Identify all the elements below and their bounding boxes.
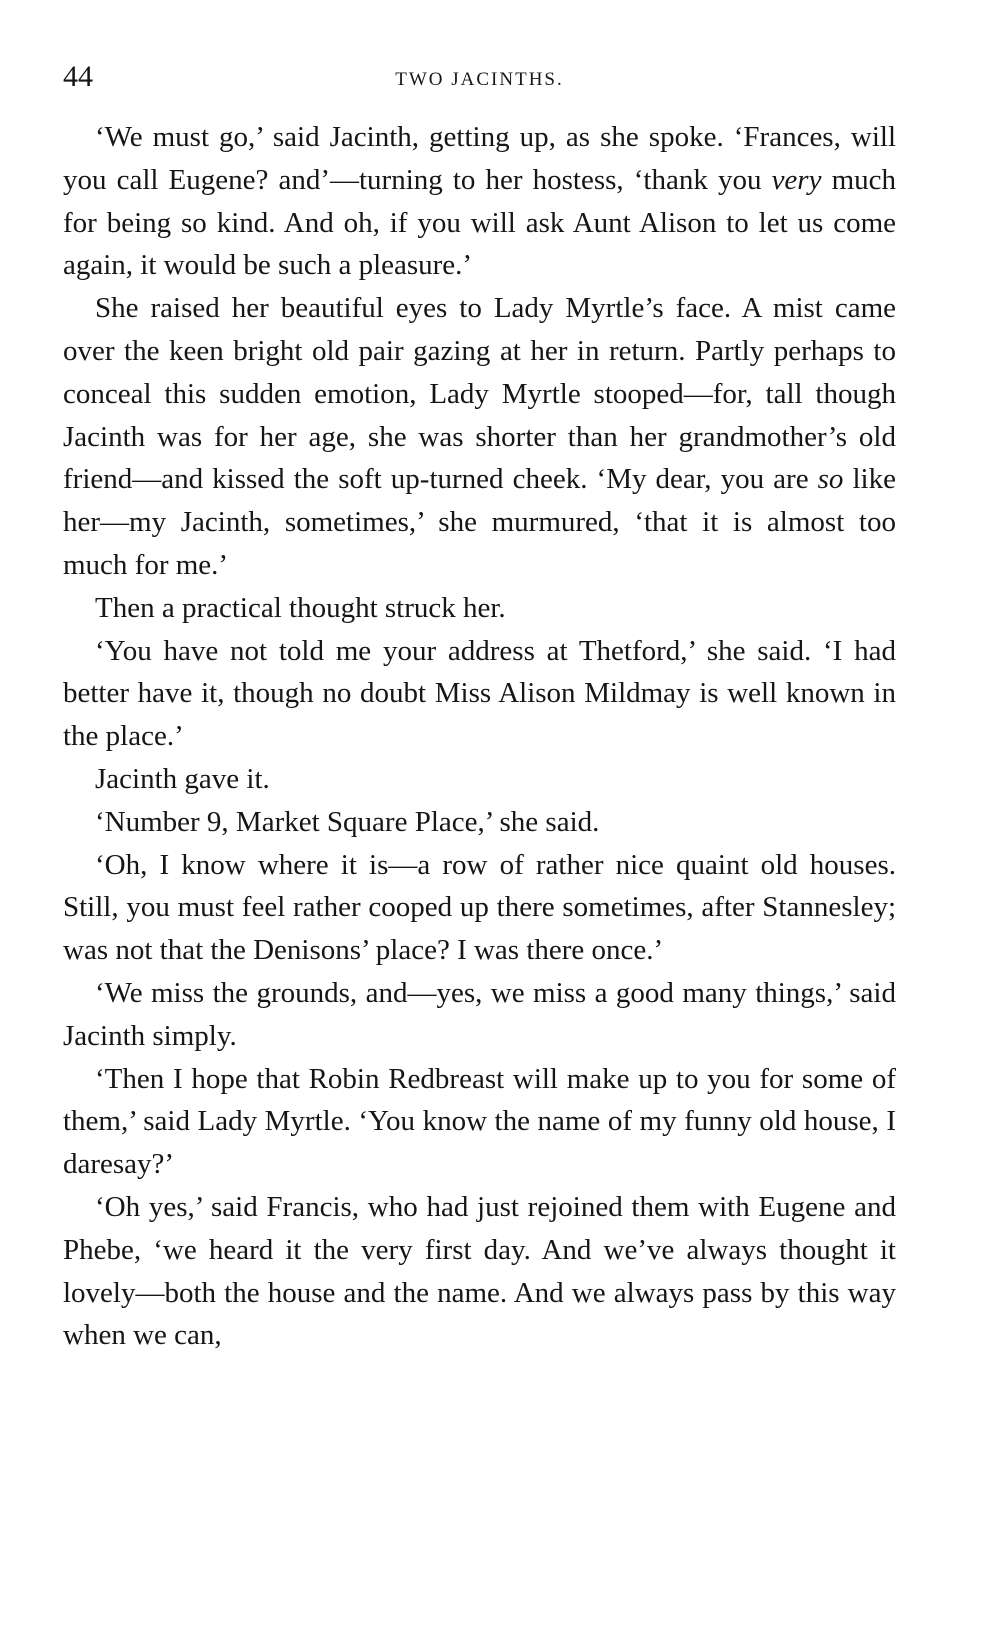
paragraph-1-text-a: ‘We must go,’ said Jacinth, getting up, as she spoke. ‘Frances, will you call Eugene? and’—turning to her hostess, ‘thank you	[63, 121, 896, 196]
page-number: 44	[63, 60, 93, 93]
paragraph-8: ‘We miss the grounds, and—yes, we miss a good many things,’ said Jacinth simply.	[63, 976, 896, 1052]
paragraph-4: ‘You have not told me your address at Thetford,’ she said. ‘I had better have it, though no doubt Miss Alison Mildmay is well known in the place.’	[63, 634, 896, 753]
paragraph-2	[63, 287, 896, 587]
paragraph-5: Jacinth gave it.	[95, 762, 270, 795]
paragraph-3: Then a practical thought struck her.	[95, 591, 506, 624]
paragraph-2-emphasis: so	[817, 463, 844, 496]
running-title: TWO JACINTHS.	[395, 69, 564, 90]
body-text	[63, 116, 896, 1357]
paragraph-1	[63, 116, 896, 287]
paragraph-6: ‘Number 9, Market Square Place,’ she said.	[95, 805, 600, 838]
paragraph-2-text-a: She raised her beautiful eyes to Lady Myrtle’s face. A mist came over the keen bright old pair gazing at her in return. Partly perhaps to conceal this sudden emotion, Lady Myrtle stooped—for, tall though Jacinth was for her age, she was shorter than her grandmother’s old friend—and kissed the soft up-turned cheek. ‘My dear, you are	[63, 292, 896, 496]
paragraph-2-text-b: like her—my Jacinth, sometimes,’ she murmured, ‘that it is almost too much for me.’	[63, 463, 896, 581]
paragraph-1-emphasis: very	[771, 163, 822, 196]
page-header	[63, 62, 896, 98]
book-page	[63, 0, 896, 1649]
paragraph-1-text-b: much for being so kind. And oh, if you will ask Aunt Alison to let us come again, it would be such a pleasure.’	[63, 163, 896, 282]
paragraph-10: ‘Oh yes,’ said Francis, who had just rejoined them with Eugene and Phebe, ‘we heard it the very first day. And we’ve always thought it lovely—both the house and the name. And we always pass by this way when we can,	[63, 1190, 896, 1352]
paragraph-7: ‘Oh, I know where it is—a row of rather nice quaint old houses. Still, you must feel rather cooped up there sometimes, after Stannesley; was not that the Denisons’ place? I was there once.’	[63, 848, 896, 967]
paragraph-9: ‘Then I hope that Robin Redbreast will make up to you for some of them,’ said Lady Myrtle. ‘You know the name of my funny old house, I daresay?’	[63, 1062, 896, 1181]
